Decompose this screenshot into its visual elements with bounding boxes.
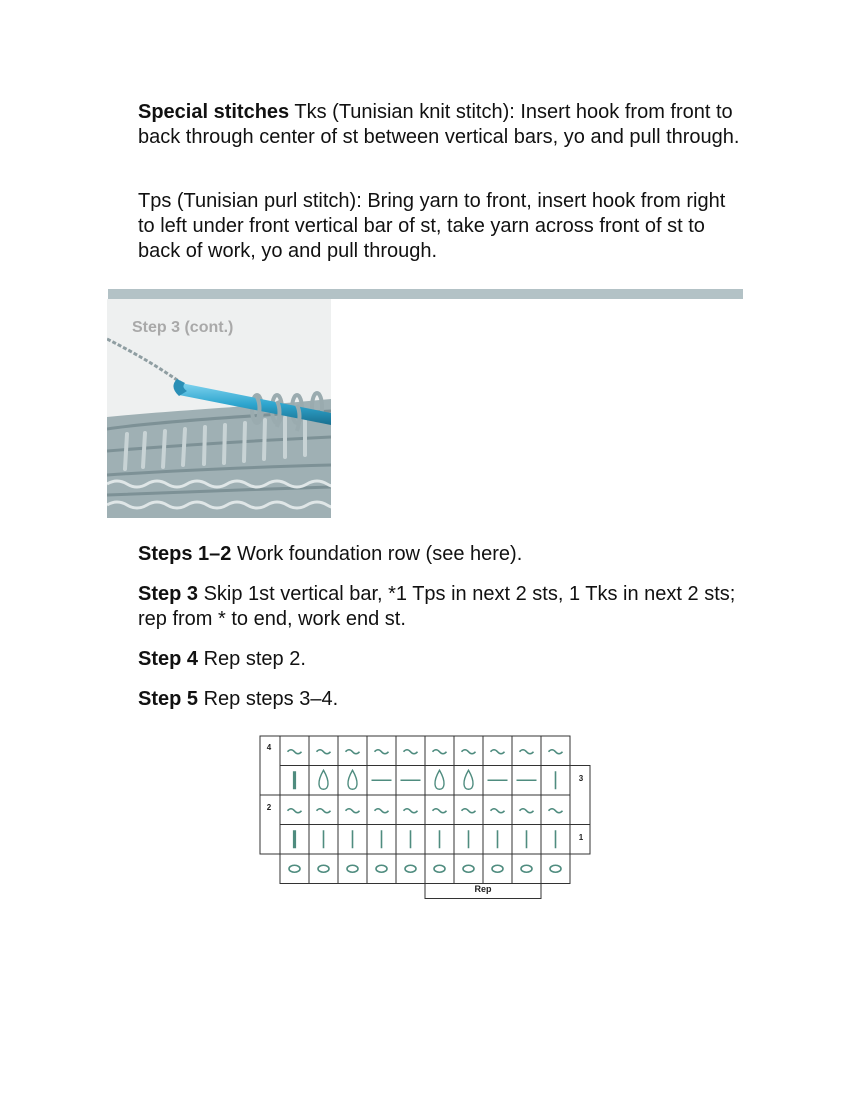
- stitch-wave: [491, 809, 505, 813]
- step-5: [138, 687, 743, 712]
- chart-cell: [280, 854, 309, 884]
- stitch-purl: [435, 770, 444, 789]
- tps-definition: Tps (Tunisian purl stitch): Bring yarn to front, insert hook from right to left under front vertical bar of st, take yarn across front of st to back of work, yo and pull through.: [138, 190, 726, 262]
- row-label-3: 3: [578, 774, 584, 783]
- stitch-wave: [404, 809, 418, 813]
- step-label: Steps 1–2: [138, 543, 232, 565]
- row-label-2: 2: [266, 803, 272, 812]
- stitch-chain: [463, 865, 474, 872]
- stitch-purl: [348, 770, 357, 789]
- stitch-wave: [433, 750, 447, 754]
- stitch-chain: [550, 865, 561, 872]
- step-4: [138, 647, 743, 672]
- step-text: Skip 1st vertical bar, *1 Tps in next 2 sts, 1 Tks in next 2 sts; rep from * to end, work end st.: [138, 583, 736, 630]
- stitch-wave: [288, 750, 302, 754]
- stitch-wave: [288, 809, 302, 813]
- chart-cell: [367, 854, 396, 884]
- chart-cell: [338, 854, 367, 884]
- step-text: Work foundation row (see here).: [231, 543, 523, 565]
- row-label-4: 4: [266, 743, 272, 752]
- stitch-wave: [491, 750, 505, 754]
- stitch-wave: [317, 809, 331, 813]
- chart-cell: [541, 854, 570, 884]
- chart-cell: [396, 854, 425, 884]
- stitch-purl: [464, 770, 473, 789]
- stitch-chain: [492, 865, 503, 872]
- step-label: Step 4: [138, 648, 199, 670]
- stitch-chain: [347, 865, 358, 872]
- chart-cell: [512, 854, 541, 884]
- step-text: Rep step 2.: [198, 648, 306, 670]
- stitch-wave: [375, 809, 389, 813]
- stitch-wave: [375, 750, 389, 754]
- repeat-label: Rep: [474, 884, 492, 894]
- stitch-purl: [319, 770, 328, 789]
- chart-cell: [454, 854, 483, 884]
- stitch-chart: [258, 733, 594, 903]
- chart-cell: [483, 854, 512, 884]
- step-text: Rep steps 3–4.: [198, 688, 339, 710]
- stitch-wave: [346, 809, 360, 813]
- stitch-wave: [346, 750, 360, 754]
- stitch-wave: [520, 750, 534, 754]
- step-3-photo: [107, 299, 331, 518]
- chart-cell: [309, 854, 338, 884]
- stitch-chain: [434, 865, 445, 872]
- stitch-chain: [289, 865, 300, 872]
- step-1-2: [138, 542, 743, 567]
- stitch-wave: [462, 809, 476, 813]
- stitch-wave: [462, 750, 476, 754]
- stitch-chain: [521, 865, 532, 872]
- step-label: Step 3: [138, 583, 199, 605]
- stitch-chain: [318, 865, 329, 872]
- photo-caption: Step 3 (cont.): [132, 319, 234, 336]
- chart-cell: [425, 854, 454, 884]
- stitch-wave: [549, 750, 563, 754]
- section-divider: [108, 289, 743, 299]
- stitch-wave: [433, 809, 447, 813]
- stitch-chain: [376, 865, 387, 872]
- special-stitches-heading: Special stitches: [138, 101, 290, 123]
- stitch-wave: [404, 750, 418, 754]
- step-3: [138, 582, 743, 632]
- stitch-chain: [405, 865, 416, 872]
- special-stitches-tks: [138, 100, 743, 150]
- step-label: Step 5: [138, 688, 199, 710]
- tks-definition: Tks (Tunisian knit stitch): Insert hook from front to back through center of st between vertical bars, yo and pull through.: [138, 101, 740, 148]
- stitch-wave: [520, 809, 534, 813]
- stitch-wave: [549, 809, 563, 813]
- row-label-1: 1: [578, 833, 584, 842]
- stitch-wave: [317, 750, 331, 754]
